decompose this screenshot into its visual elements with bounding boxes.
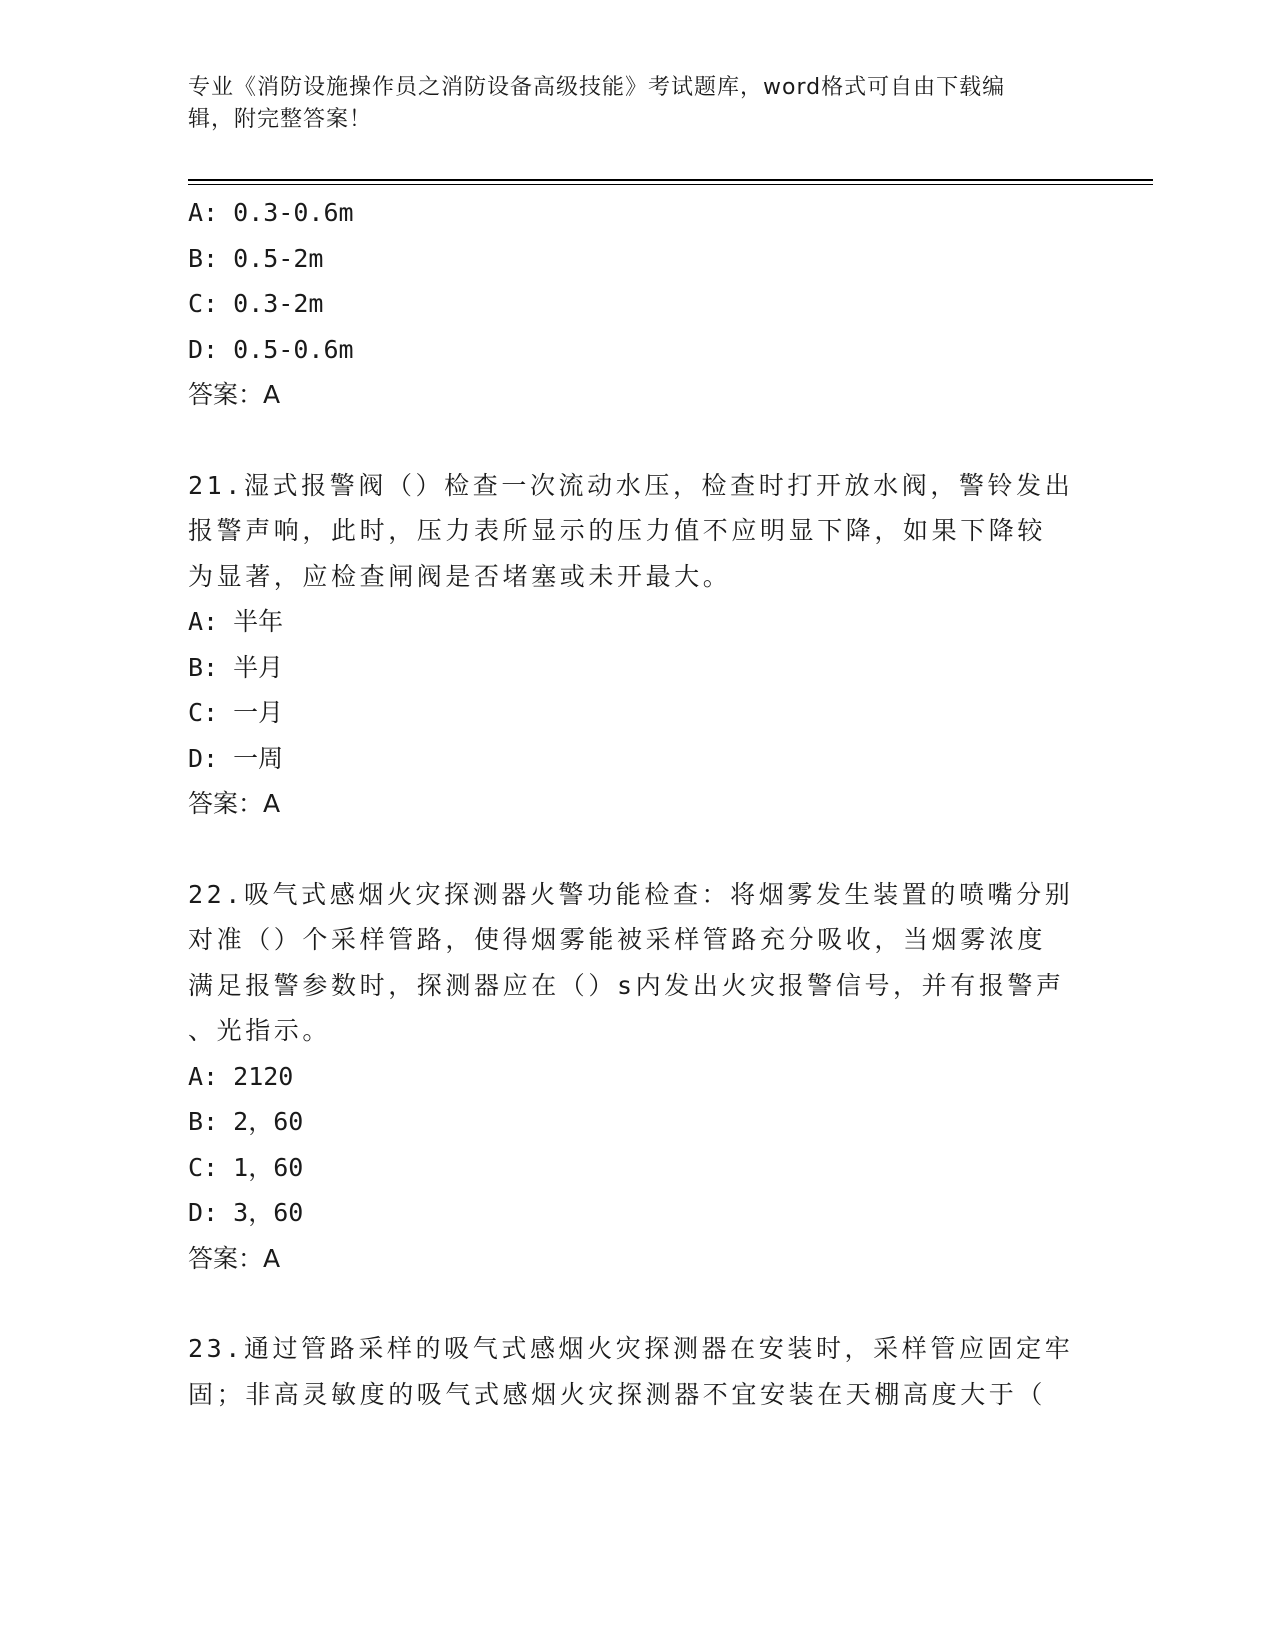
question-21-options — [188, 599, 1088, 827]
header-line-1: 专业《消防设施操作员之消防设备高级技能》考试题库，word格式可自由下载编 — [188, 75, 1006, 100]
answer: 答案：A — [188, 1243, 281, 1273]
question-text-line: 为显著，应检查闸阀是否堵塞或未开最大。 — [188, 561, 732, 591]
option-b: B: 半月 — [188, 652, 284, 682]
question-text-line: 对准（）个采样管路，使得烟雾能被采样管路充分吸收，当烟雾浓度 — [188, 925, 1047, 954]
question-text-line: 、光指示。 — [188, 1016, 332, 1045]
header-divider-thin — [188, 184, 1153, 185]
header-divider-thick — [188, 179, 1153, 181]
option-d: D: 0.5-0.6m — [188, 334, 354, 364]
question-23 — [188, 1326, 1088, 1417]
question-text-line: 22.吸气式感烟火灾探测器火警功能检查：将烟雾发生装置的喷嘴分别 — [188, 879, 1074, 909]
option-d: D: 一周 — [188, 743, 284, 773]
question-text-line: 满足报警参数时，探测器应在（）s内发出火灾报警信号，并有报警声 — [188, 970, 1065, 1000]
option-a: A: 0.3-0.6m — [188, 198, 354, 227]
answer: 答案：A — [188, 380, 281, 409]
question-text-line: 21.湿式报警阀（）检查一次流动水压，检查时打开放水阀，警铃发出 — [188, 470, 1074, 500]
question-text-line: 23.通过管路采样的吸气式感烟火灾探测器在安装时，采样管应固定牢 — [188, 1334, 1074, 1363]
question-20-options — [188, 190, 1088, 418]
document-header — [188, 72, 1068, 136]
question-content — [188, 190, 1088, 1417]
option-c: C: 1，60 — [188, 1152, 304, 1182]
option-a: A: 2120 — [188, 1061, 294, 1091]
header-line-2: 辑，附完整答案！ — [188, 107, 373, 132]
question-22 — [188, 872, 1088, 1054]
option-a: A: 半年 — [188, 607, 284, 636]
option-b: B: 0.5-2m — [188, 243, 324, 273]
question-text-line: 报警声响，此时，压力表所显示的压力值不应明显下降，如果下降较 — [188, 516, 1047, 545]
answer: 答案：A — [188, 789, 281, 818]
question-21 — [188, 463, 1088, 600]
option-c: C: 一月 — [188, 698, 284, 727]
question-text-line: 固；非高灵敏度的吸气式感烟火灾探测器不宜安装在天棚高度大于（ — [188, 1379, 1047, 1409]
option-d: D: 3，60 — [188, 1198, 304, 1227]
option-b: B: 2，60 — [188, 1107, 304, 1136]
question-22-options — [188, 1054, 1088, 1282]
option-c: C: 0.3-2m — [188, 289, 324, 318]
